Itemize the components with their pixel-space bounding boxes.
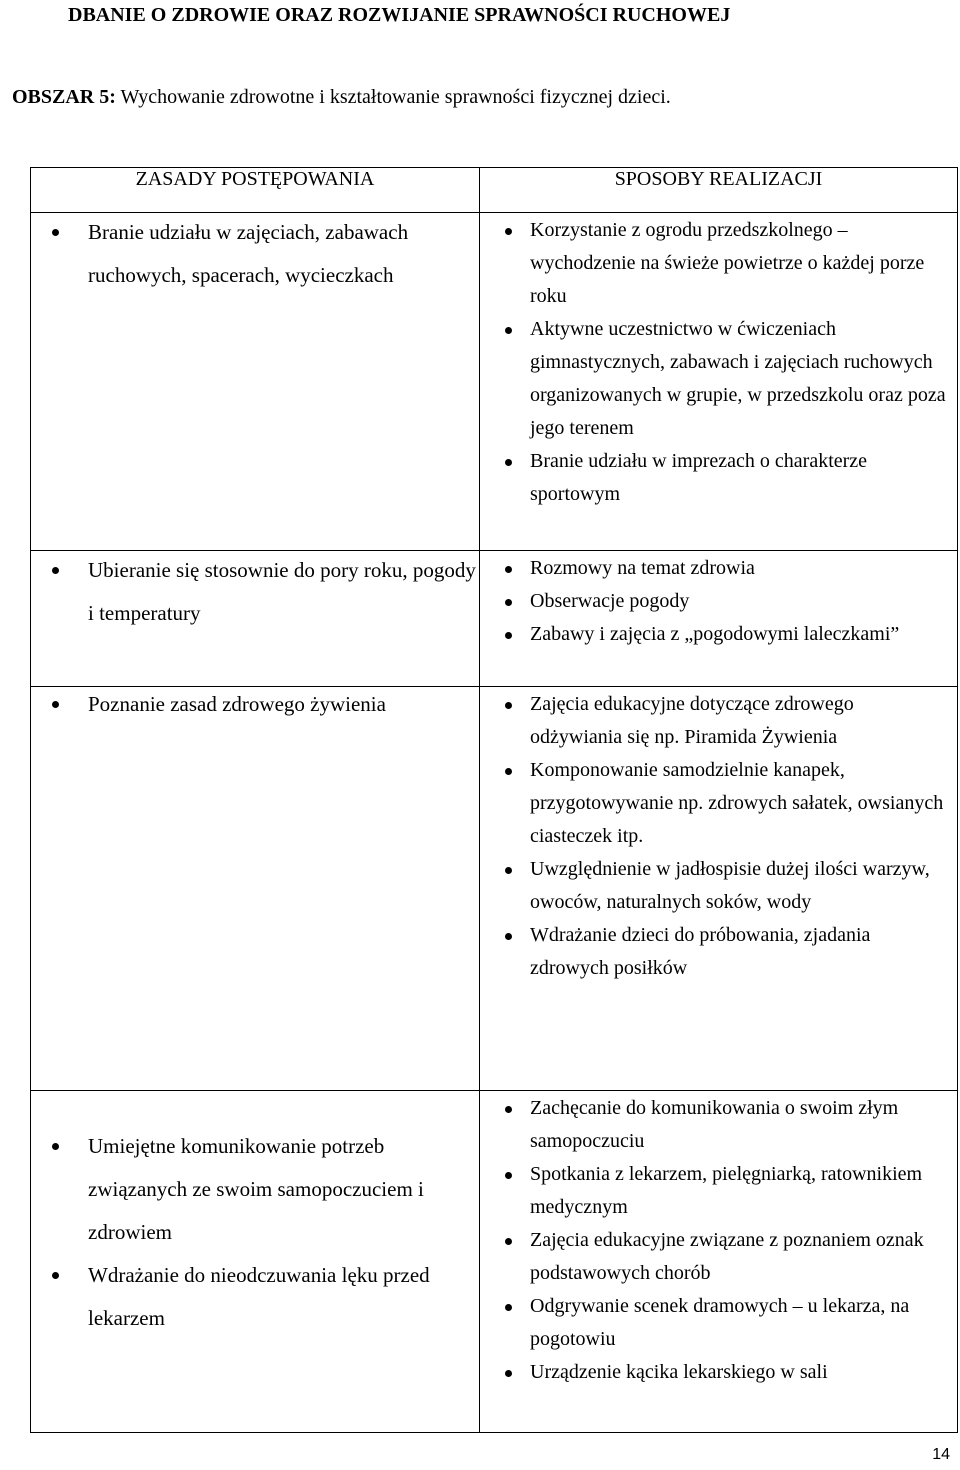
list-item: Komponowanie samodzielnie kanapek, przygotowywanie np. zdrowych sałatek, owsianych ciasteczek itp.: [480, 754, 957, 853]
list-item: Uwzględnienie w jadłospisie dużej ilości warzyw, owoców, naturalnych soków, wody: [480, 853, 957, 919]
rule-cell: [31, 687, 480, 1091]
area-label: OBSZAR 5:: [12, 86, 116, 108]
list-item: Poznanie zasad zdrowego żywienia: [31, 683, 479, 726]
area-line: [12, 86, 942, 109]
list-item: Spotkania z lekarzem, pielęgniarką, ratownikiem medycznym: [480, 1158, 957, 1224]
table-row: [31, 213, 958, 551]
list-item: Odgrywanie scenek dramowych – u lekarza, na pogotowiu: [480, 1290, 957, 1356]
rules-table: [30, 167, 958, 1433]
list-item: Korzystanie z ogrodu przedszkolnego – wychodzenie na świeże powietrze o każdej porze roku: [480, 214, 957, 313]
list-item: Zachęcanie do komunikowania o swoim złym samopoczuciu: [480, 1092, 957, 1158]
column-header-rules: ZASADY POSTĘPOWANIA: [31, 168, 480, 213]
table-header-row: [31, 168, 958, 213]
table-row: [31, 1091, 958, 1433]
rule-cell: [31, 213, 480, 551]
method-cell: [480, 1091, 958, 1433]
list-item: Branie udziału w zajęciach, zabawach ruchowych, spacerach, wycieczkach: [31, 211, 479, 297]
table-row: [31, 687, 958, 1091]
method-cell: [480, 213, 958, 551]
area-text: Wychowanie zdrowotne i kształtowanie sprawności fizycznej dzieci.: [115, 86, 671, 108]
list-item: Zabawy i zajęcia z „pogodowymi laleczkami”: [480, 618, 957, 651]
list-item: Obserwacje pogody: [480, 585, 957, 618]
method-cell: [480, 687, 958, 1091]
list-item: Umiejętne komunikowanie potrzeb związanych ze swoim samopoczuciem i zdrowiem: [31, 1125, 479, 1254]
list-item: Wdrażanie do nieodczuwania lęku przed lekarzem: [31, 1254, 479, 1340]
page-number: 14: [932, 1446, 950, 1463]
column-header-methods: SPOSOBY REALIZACJI: [480, 168, 958, 213]
list-item: Wdrażanie dzieci do próbowania, zjadania zdrowych posiłków: [480, 919, 957, 985]
list-item: Branie udziału w imprezach o charakterze sportowym: [480, 445, 957, 511]
rule-cell: [31, 1091, 480, 1433]
rule-cell: [31, 551, 480, 687]
list-item: Zajęcia edukacyjne dotyczące zdrowego odżywiania się np. Piramida Żywienia: [480, 688, 957, 754]
list-item: Ubieranie się stosownie do pory roku, pogody i temperatury: [31, 549, 479, 635]
list-item: Urządzenie kącika lekarskiego w sali: [480, 1356, 957, 1389]
method-cell: [480, 551, 958, 687]
table-row: [31, 551, 958, 687]
list-item: Zajęcia edukacyjne związane z poznaniem oznak podstawowych chorób: [480, 1224, 957, 1290]
document-heading: DBANIE O ZDROWIE ORAZ ROZWIJANIE SPRAWNOŚCI RUCHOWEJ: [68, 4, 731, 26]
list-item: Aktywne uczestnictwo w ćwiczeniach gimnastycznych, zabawach i zajęciach ruchowych organizowanych w grupie, w przedszkolu oraz poza jego terenem: [480, 313, 957, 445]
list-item: Rozmowy na temat zdrowia: [480, 552, 957, 585]
